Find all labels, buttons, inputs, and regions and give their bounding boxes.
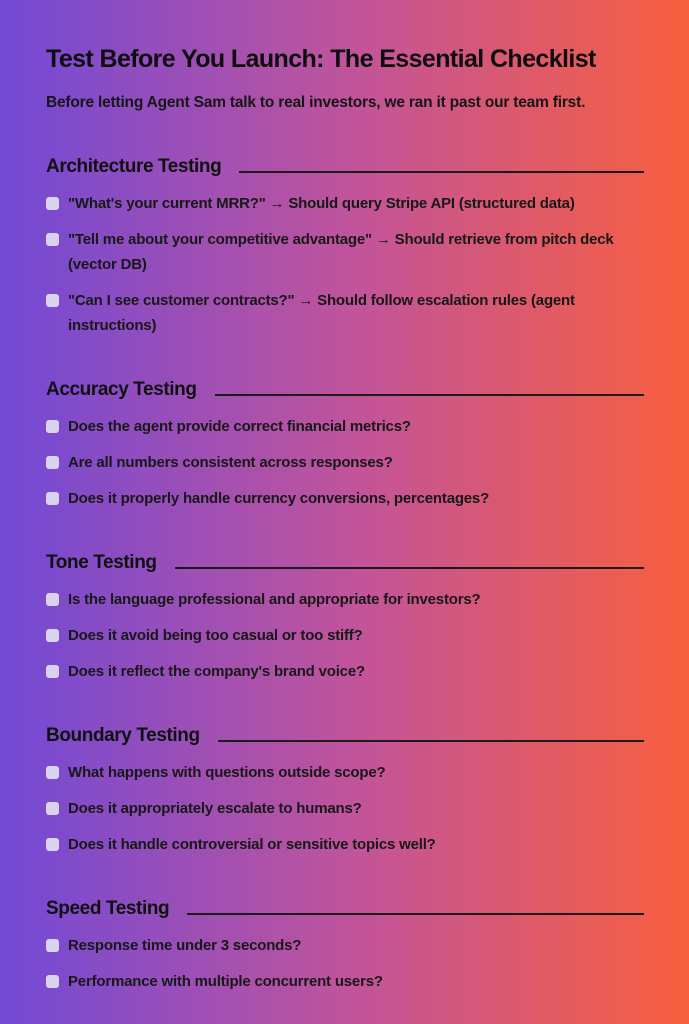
checklist-item-label: "Tell me about your competitive advantage" → Should retrieve from pitch deck (vector DB) xyxy=(68,231,614,273)
checkbox-icon[interactable] xyxy=(46,456,59,469)
section-items xyxy=(46,760,644,857)
checkbox-icon[interactable] xyxy=(46,197,59,210)
checkbox-icon[interactable] xyxy=(46,294,59,307)
checklist-item xyxy=(46,796,644,821)
checkbox-icon[interactable] xyxy=(46,593,59,606)
checkbox-icon[interactable] xyxy=(46,766,59,779)
section-title: Boundary Testing xyxy=(46,725,200,746)
page-subtitle: Before letting Agent Sam talk to real investors, we ran it past our team first. xyxy=(46,94,586,111)
checklist-item-label: Is the language professional and appropriate for investors? xyxy=(68,591,481,608)
section-divider-line xyxy=(239,171,644,173)
section-header xyxy=(46,551,644,575)
checkbox-icon[interactable] xyxy=(46,629,59,642)
section-title: Accuracy Testing xyxy=(46,379,197,400)
checklist-item xyxy=(46,486,644,511)
checklist-item-label: What happens with questions outside scope? xyxy=(68,764,386,781)
checklist-item xyxy=(46,659,644,684)
section-items xyxy=(46,414,644,511)
checklist-section xyxy=(46,155,644,338)
checklist-item-label: Does it properly handle currency conversions, percentages? xyxy=(68,490,490,507)
page-title: Test Before You Launch: The Essential Checklist xyxy=(46,45,596,73)
checklist-item xyxy=(46,623,644,648)
checklist-item-label: Does it handle controversial or sensitive topics well? xyxy=(68,836,436,853)
section-title: Speed Testing xyxy=(46,898,170,919)
checkbox-icon[interactable] xyxy=(46,420,59,433)
section-header xyxy=(46,724,644,748)
checklist-item xyxy=(46,288,644,338)
checklist-item xyxy=(46,969,644,994)
section-title: Tone Testing xyxy=(46,552,157,573)
checklist-item-label: Does it reflect the company's brand voice? xyxy=(68,663,365,680)
checkbox-icon[interactable] xyxy=(46,233,59,246)
section-title: Architecture Testing xyxy=(46,156,222,177)
checklist-item xyxy=(46,191,644,216)
checklist-item-label: Are all numbers consistent across responses? xyxy=(68,454,393,471)
checklist-section xyxy=(46,378,644,511)
checklist-item xyxy=(46,227,644,277)
checklist-item xyxy=(46,450,644,475)
checkbox-icon[interactable] xyxy=(46,802,59,815)
checklist-item-label: Performance with multiple concurrent users? xyxy=(68,973,383,990)
section-divider-line xyxy=(187,913,644,915)
checklist-section xyxy=(46,724,644,857)
checklist-item-label: Does the agent provide correct financial metrics? xyxy=(68,418,411,435)
section-items xyxy=(46,587,644,684)
section-items xyxy=(46,191,644,338)
section-header xyxy=(46,897,644,921)
checklist-item-label: Does it avoid being too casual or too stiff? xyxy=(68,627,363,644)
section-divider-line xyxy=(218,740,644,742)
checklist-item xyxy=(46,760,644,785)
checkbox-icon[interactable] xyxy=(46,975,59,988)
checkbox-icon[interactable] xyxy=(46,939,59,952)
checklist-section xyxy=(46,897,644,994)
sections-container xyxy=(46,155,644,994)
checklist-item-label: Does it appropriately escalate to humans? xyxy=(68,800,362,817)
section-divider-line xyxy=(175,567,644,569)
checkbox-icon[interactable] xyxy=(46,838,59,851)
checkbox-icon[interactable] xyxy=(46,665,59,678)
checklist-item xyxy=(46,933,644,958)
checklist-item-label: Response time under 3 seconds? xyxy=(68,937,302,954)
section-divider-line xyxy=(215,394,644,396)
checklist-item xyxy=(46,832,644,857)
checklist-section xyxy=(46,551,644,684)
checklist-item xyxy=(46,587,644,612)
section-header xyxy=(46,155,644,179)
section-header xyxy=(46,378,644,402)
checklist-item xyxy=(46,414,644,439)
checkbox-icon[interactable] xyxy=(46,492,59,505)
checklist-item-label: "Can I see customer contracts?" → Should follow escalation rules (agent instructions) xyxy=(68,292,575,334)
checklist-item-label: "What's your current MRR?" → Should query Stripe API (structured data) xyxy=(68,195,575,212)
section-items xyxy=(46,933,644,994)
